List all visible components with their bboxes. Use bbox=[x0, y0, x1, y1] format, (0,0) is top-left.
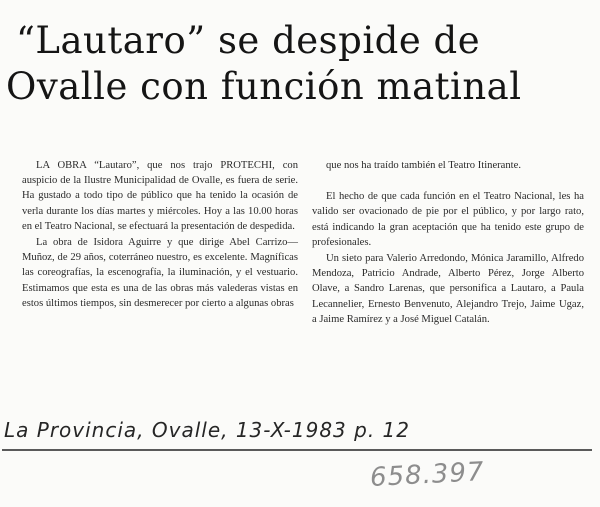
article-paragraph: LA OBRA “Lautaro”, que nos trajo PROTECHI, con auspicio de la Ilustre Municipalidad de Ovalle, es fuera de serie. Ha gustado a todo tipo de público que ha tenido la ocasión de verla durante los días martes y miércoles. Hoy a las 10.00 horas en el Teatro Nacional, se efectuará la presentación de despedida. bbox=[22, 160, 298, 232]
article-paragraph: Un sieto para Valerio Arredondo, Mónica Jaramillo, Alfredo Mendoza, Patricio Andrade, Alberto Pérez, Jorge Alberto Olave, a Sandro Larenas, que personifica a Lautaro, a Paula Lecannelier, Ernesto Benvenuto, Alejandro Trejo, Jaime Ugaz, a Jaime Ramírez y a José Miguel Catalán. bbox=[312, 253, 584, 325]
handwritten-underline bbox=[2, 449, 592, 451]
article-paragraph: que nos ha traído también el Teatro Itinerante. bbox=[326, 160, 521, 171]
handwritten-catalog-number: 658.397 bbox=[369, 457, 486, 493]
headline-line-2: Ovalle con función matinal bbox=[6, 65, 522, 108]
article-paragraph: La obra de Isidora Aguirre y que dirige Abel Carrizo—Muñoz, de 29 años, coterráneo nuestro, es excelente. Magníficas las coreografías, la escenografía, la iluminación, y el vestuario. Estimamos que esta es una de las obras más valederas vistas en estos últimos tiempos, sin desmerecer por cierto a algunas obras bbox=[22, 237, 298, 309]
article-column-right bbox=[312, 158, 584, 327]
headline-line-1: “Lautaro” se despide de bbox=[16, 19, 481, 62]
handwritten-source-note: La Provincia, Ovalle, 13-X-1983 p. 12 bbox=[4, 418, 410, 442]
article-paragraph: El hecho de que cada función en el Teatro Nacional, les ha valido ser ovacionado de pie por el público, y por largo rato, está indicando la gran aceptación que ha tenido este grupo de profesionales. bbox=[312, 191, 584, 248]
headline bbox=[6, 18, 596, 110]
article-column-left bbox=[22, 158, 298, 311]
